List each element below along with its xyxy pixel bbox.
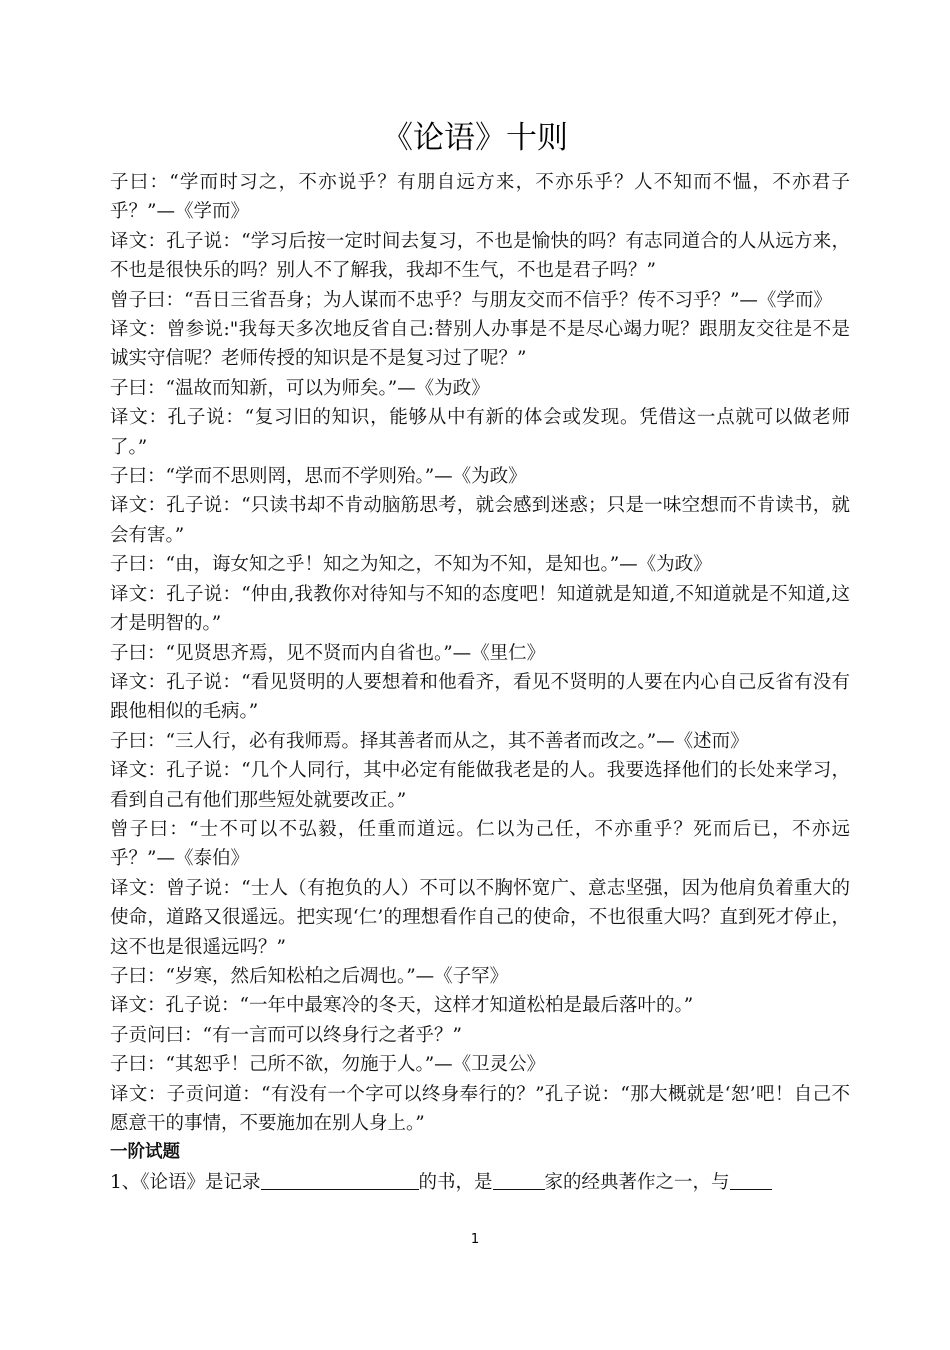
- paragraph: 曾子曰：“吾日三省吾身；为人谋而不忠乎？与朋友交而不信乎？传不习乎？”—《学而》: [110, 289, 832, 311]
- paragraph: 子曰：“学而时习之，不亦说乎？有朋自远方来，不亦乐乎？人不知而不愠，不亦君子乎？”—《学而》: [110, 172, 850, 223]
- question-text: 1、《论语》是记录: [110, 1171, 261, 1193]
- paragraph: 译文：孔子说：“仲由,我教你对待知与不知的态度吧！知道就是知道,不知道就是不知道,这才是明智的。”: [110, 583, 850, 635]
- section-title: 一阶试题: [110, 1142, 180, 1163]
- question-text: 家的经典著作之一，与: [544, 1171, 730, 1193]
- paragraph: 译文：孔子说：“复习旧的知识，能够从中有新的体会或发现。凭借这一点就可以做老师了。”: [110, 407, 850, 458]
- answer-blank[interactable]: [261, 1170, 419, 1190]
- paragraph: 子曰：“见贤思齐焉，见不贤而内自省也。”—《里仁》: [110, 642, 546, 664]
- question-1: [110, 1168, 850, 1197]
- paragraph: 子曰：“学而不思则罔，思而不学则殆。”—《为政》: [110, 466, 527, 488]
- answer-blank[interactable]: [730, 1170, 772, 1190]
- paragraph: 子贡问曰：“有一言而可以终身行之者乎？”: [110, 1024, 462, 1046]
- paragraph: 子曰：“岁寒，然后知松柏之后凋也。”—《子罕》: [110, 965, 509, 987]
- paragraph: 子曰：“三人行，必有我师焉。择其善者而从之，其不善者而改之。”—《述而》: [110, 730, 749, 752]
- paragraph: 译文：孔子说：“看见贤明的人要想着和他看齐，看见不贤明的人要在内心自己反省有没有跟他相似的毛病。”: [110, 671, 850, 723]
- page-title: 《论语》十则: [382, 120, 568, 156]
- paragraph: 曾子曰：“士不可以不弘毅，任重而道远。仁以为己任，不亦重乎？死而后已，不亦远乎？”—《泰伯》: [110, 818, 850, 870]
- page-number: 1: [470, 1232, 480, 1247]
- paragraph: 译文：孔子说：“只读书却不肯动脑筋思考，就会感到迷惑；只是一味空想而不肯读书，就会有害。”: [110, 495, 850, 546]
- paragraph: 译文：子贡问道：“有没有一个字可以终身奉行的？”孔子说：“那大概就是‘恕’吧！自己不愿意干的事情，不要施加在别人身上。”: [110, 1083, 850, 1134]
- paragraph: 译文：孔子说：“学习后按一定时间去复习，不也是愉快的吗？有志同道合的人从远方来，不也是很快乐的吗？别人不了解我，我却不生气，不也是君子吗？”: [110, 230, 850, 282]
- paragraph: 子曰：“温故而知新，可以为师矣。”—《为政》: [110, 377, 490, 399]
- paragraph: 译文：孔子说：“几个人同行，其中必定有能做我老是的人。我要选择他们的长处来学习，看到自己有他们那些短处就要改正。”: [110, 760, 850, 811]
- paragraph: 子曰：“其恕乎！己所不欲，勿施于人。”—《卫灵公》: [110, 1054, 546, 1076]
- paragraph: 子曰：“由，诲女知之乎！知之为知之，不知为不知，是知也。”—《为政》: [110, 554, 712, 576]
- document-body: [110, 168, 850, 1197]
- paragraph: 译文：曾参说:"我每天多次地反省自己:替别人办事是不是尽心竭力呢？跟朋友交往是不是诚实守信呢？老师传授的知识是不是复习过了呢？”: [110, 319, 850, 370]
- question-text: 的书，是: [418, 1171, 493, 1193]
- answer-blank[interactable]: [493, 1170, 545, 1190]
- paragraph: 译文：孔子说：“一年中最寒冷的冬天，这样才知道松柏是最后落叶的。”: [110, 995, 694, 1017]
- paragraph: 译文：曾子说：“士人（有抱负的人）不可以不胸怀宽广、意志坚强，因为他肩负着重大的使命，道路又很遥远。把实现‘仁’的理想看作自己的使命，不也很重大吗？直到死才停止，这不也是很遥远吗？”: [110, 877, 850, 958]
